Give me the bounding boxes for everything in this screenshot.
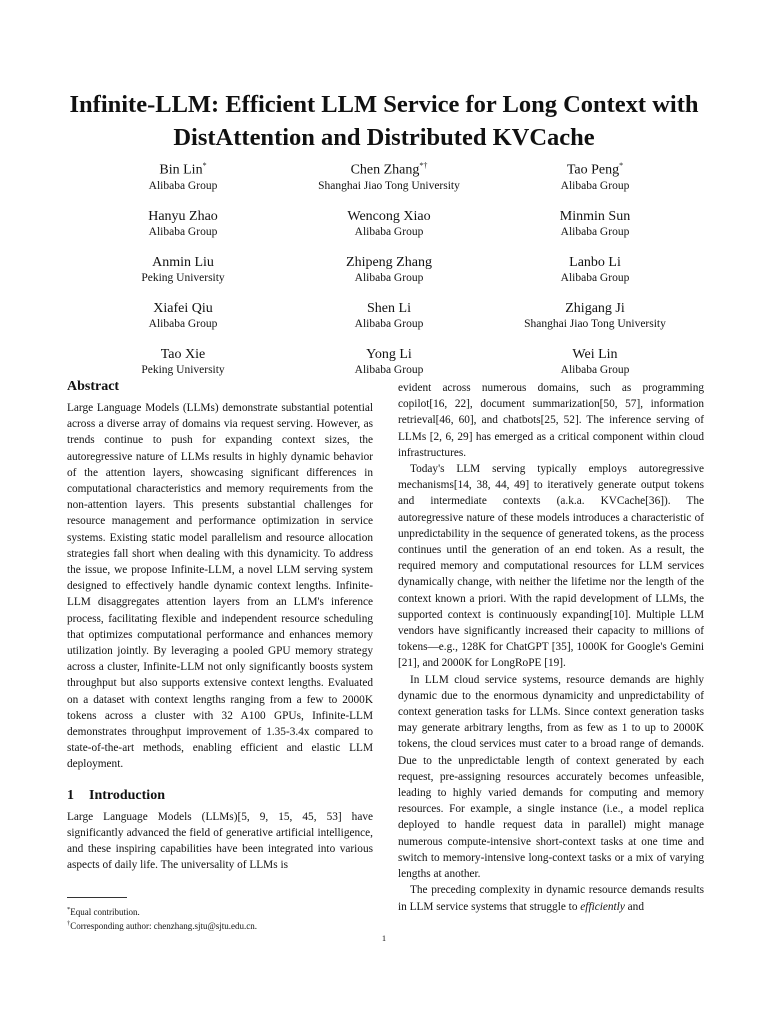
author-affiliation: Alibaba Group xyxy=(354,271,424,284)
author-block xyxy=(80,208,286,240)
footnote-equal-contribution xyxy=(67,904,373,918)
author-affiliation: Alibaba Group xyxy=(560,271,630,284)
author-affiliation: Peking University xyxy=(141,271,225,284)
author-affiliation: Alibaba Group xyxy=(560,179,630,192)
author-name xyxy=(492,208,698,225)
paper-title: Infinite-LLM: Efficient LLM Service for Long Context with DistAttention and Distributed KVCache xyxy=(69,91,699,151)
author-mark: * xyxy=(202,161,207,170)
author-name xyxy=(492,254,698,271)
author-name-text: Hanyu Zhao xyxy=(148,208,218,224)
author-block xyxy=(80,254,286,286)
author-affiliation: Alibaba Group xyxy=(354,225,424,238)
author-name-text: Tao Peng xyxy=(566,162,620,178)
footnote-text: Equal contribution. xyxy=(70,907,140,917)
author-name-text: Bin Lin xyxy=(159,162,203,178)
author-name xyxy=(286,157,492,179)
author-affiliation: Peking University xyxy=(141,363,225,376)
emphasized-word: efficiently xyxy=(580,900,625,913)
intro-paragraph-3: Today's LLM serving typically employs autoregressive mechanisms[14, 38, 44, 49] to iteratively generate output tokens and intermediate contexts (a.k.a. KVCache[36]). The autoregressive nature of these models introduces a characteristic of unpredictability in the sequence of generated tokens, as the process continues until the generation of an end token. As a result, the required memory and computational resources for LLM services dynamically change, with neither the lifetime nor the length of the context known a priori. With the rapid development of LLMs, the supported context is continuously expanding[10]. Multiple LLM vendors have significantly increased their capacity to millions of tokens—e.g., 128K for ChatGPT [35], 1000K for Google's Gemini [21], and 2000K for LongRoPE [19]. xyxy=(398,463,704,670)
author-name-text: Zhipeng Zhang xyxy=(346,254,432,270)
author-affiliation: Alibaba Group xyxy=(354,317,424,330)
author-name xyxy=(492,300,698,317)
author-affiliation: Alibaba Group xyxy=(148,179,218,192)
author-name xyxy=(286,300,492,317)
author-name xyxy=(80,346,286,363)
author-name-text: Chen Zhang xyxy=(350,162,420,178)
author-name xyxy=(286,208,492,225)
author-name xyxy=(492,346,698,363)
author-name xyxy=(80,254,286,271)
author-name xyxy=(80,300,286,317)
author-block xyxy=(492,208,698,240)
introduction-heading xyxy=(67,787,373,805)
author-block xyxy=(492,300,698,332)
right-column xyxy=(398,380,704,915)
author-name-text: Minmin Sun xyxy=(559,208,631,224)
footnote-corresponding-author xyxy=(67,918,373,932)
author-name xyxy=(80,208,286,225)
author-affiliation: Shanghai Jiao Tong University xyxy=(524,317,666,330)
author-grid xyxy=(80,157,700,378)
author-block xyxy=(80,300,286,332)
intro-paragraph-4: In LLM cloud service systems, resource demands are highly dynamic due to the enormous dynamicity and unpredictability of context generation tasks for LLMs. Since context generation tasks may generate arbitrary lengths, from as few as 1 to up to 2000K tokens, the cloud services must cater to a broad range of demands. Due to the unpredictable length of context generated by each request, pre-assigning resources accurately becomes unfeasible, leading to highly varied demands for computing and memory resources. For example, a single instance (i.e., a model replica deployed to handle request data in parallel) might manage numerous compute-intensive short-context tasks at one time and switch to memory-intensive long-context tasks or a mix of varying lengths at another. xyxy=(398,673,704,881)
intro-paragraph-1: Large Language Models (LLMs)[5, 9, 15, 45, 53] have significantly advanced the field of generative artificial intelligence, and these inspiring capabilities have been integrated into various aspects of daily life. The universality of LLMs is xyxy=(67,810,373,872)
abstract-heading: Abstract xyxy=(67,379,120,394)
author-affiliation: Alibaba Group xyxy=(560,363,630,376)
author-block xyxy=(80,346,286,378)
intro-paragraph-2: evident across numerous domains, such as programming copilot[16, 22], document summarization[50, 57], information retrieval[46, 60], and chatbots[25, 52]. The inference serving of LLMs [2, 6, 29] has emerged as a critical component within cloud infrastructures. xyxy=(398,382,704,459)
author-name-text: Wencong Xiao xyxy=(347,208,431,224)
author-affiliation: Alibaba Group xyxy=(148,225,218,238)
author-block xyxy=(286,157,492,194)
author-name-text: Xiafei Qiu xyxy=(153,300,213,316)
author-name-text: Shen Li xyxy=(367,300,411,316)
author-name-text: Wei Lin xyxy=(572,346,618,362)
footnotes xyxy=(67,897,373,932)
author-block xyxy=(80,157,286,194)
author-block xyxy=(492,157,698,194)
section-number: 1 xyxy=(67,787,74,803)
footnote-mark: * xyxy=(67,906,71,913)
author-name-text: Tao Xie xyxy=(160,346,206,362)
author-affiliation: Shanghai Jiao Tong University xyxy=(318,179,460,192)
section-title: Introduction xyxy=(89,787,165,803)
abstract-text: Large Language Models (LLMs) demonstrate substantial potential across a diverse array of domains via request serving. However, as trends continue to push for expanding context sizes, the autoregressive nature of LLMs results in highly dynamic behavior of the attention layers, showcasing significant differences in computational characteristics and memory requirements from the non-attention layers. This presents substantial challenges for resource management and performance optimization in service systems. Existing static model parallelism and resource allocation strategies fall short when dealing with this dynamicity. To address the issue, we propose Infinite-LLM, a novel LLM serving system designed to effectively handle dynamic context lengths. Infinite-LLM disaggregates attention layers from an LLM's inference process, facilitating flexible and independent resource scheduling that optimizes computational performance and enhances memory utilization jointly. By leveraging a pooled GPU memory strategy across a cluster, Infinite-LLM not only significantly boosts system throughput but also supports extensive context lengths. Evaluated on a dataset with context lengths ranging from a few to 2000K tokens across a cluster with 32 A100 GPUs, Infinite-LLM demonstrates throughput improvement of 1.35-3.4x compared to state-of-the-art methods, enabling efficient and elastic LLM deployment. xyxy=(67,402,373,771)
author-mark: *† xyxy=(419,161,428,170)
author-block xyxy=(286,254,492,286)
paragraph-text-end: and xyxy=(624,900,644,913)
author-block xyxy=(286,208,492,240)
author-name xyxy=(80,157,286,179)
author-name-text: Zhigang Ji xyxy=(565,300,625,316)
author-affiliation: Alibaba Group xyxy=(354,363,424,376)
page-number: 1 xyxy=(381,933,387,943)
author-name-text: Lanbo Li xyxy=(569,254,621,270)
author-affiliation: Alibaba Group xyxy=(148,317,218,330)
paragraph-text-start: The preceding complexity in dynamic resource demands results in LLM service systems that struggle to xyxy=(398,884,704,913)
author-block xyxy=(286,346,492,378)
author-block xyxy=(286,300,492,332)
author-name xyxy=(286,254,492,271)
intro-paragraph-5 xyxy=(398,882,704,914)
author-block xyxy=(492,254,698,286)
author-name-text: Anmin Liu xyxy=(152,254,214,270)
author-name xyxy=(286,346,492,363)
author-name xyxy=(492,157,698,179)
footnote-text: Corresponding author: chenzhang.sjtu@sjtu.edu.cn. xyxy=(70,921,257,931)
footnote-mark: † xyxy=(67,920,71,927)
author-name-text: Yong Li xyxy=(366,346,412,362)
author-affiliation: Alibaba Group xyxy=(560,225,630,238)
author-block xyxy=(492,346,698,378)
footnote-rule xyxy=(67,897,127,898)
author-mark: * xyxy=(619,161,624,170)
left-column xyxy=(67,378,373,873)
